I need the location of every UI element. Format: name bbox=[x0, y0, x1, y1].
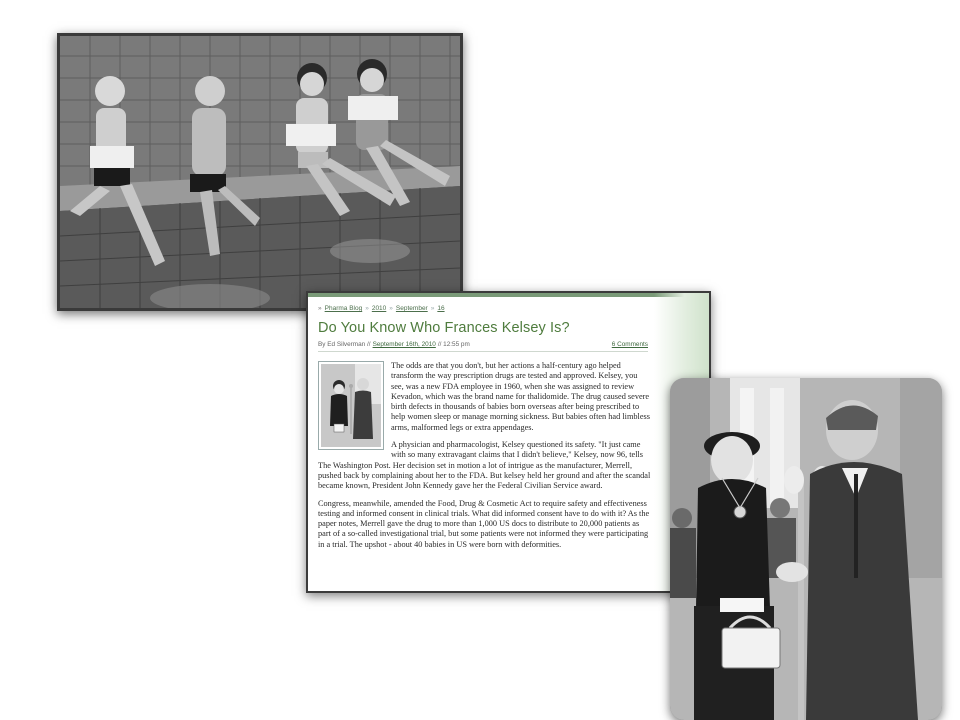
breadcrumb-separator: » bbox=[389, 305, 393, 312]
kelsey-kennedy-award-photo-icon bbox=[670, 378, 942, 720]
children-swimming-photo-icon bbox=[60, 36, 460, 308]
post-paragraph-2: A physician and pharmacologist, Kelsey questioned its safety. "It just came with so many extravagant claims that I didn't believe," Kelsey, now 96, tells The Washington Post. Her decision set in motion a lot of intrigue as the manufacturer, Merrell, pushed back by complaining about her to the FDA. But kelsey held her ground and after the scandal became known, President John Kennedy gave her the Federal Civilian Service award. bbox=[318, 440, 651, 491]
breadcrumb-prefix: » bbox=[318, 305, 322, 312]
post-paragraph-1: The odds are that you don't, but her actions a half-century ago helped transform the way prescription drugs are tested and approved. Kelsey, you see, was a new FDA employee in 1960, when she was assigned to review Kevadon, which was the brand name for thalidomide. The drug caused severe birth defects in thousands of babies born overseas after being prescribed to help women sleep or manage morning sickness. But babies often had limbless arms, malformed legs or extra appendages. bbox=[391, 361, 650, 432]
breadcrumb-pharma-blog[interactable]: Pharma Blog bbox=[324, 305, 363, 312]
byline-date-link[interactable]: September 16th, 2010 bbox=[372, 341, 436, 348]
breadcrumb bbox=[318, 305, 648, 312]
post-byline bbox=[318, 341, 648, 348]
byline-divider bbox=[318, 351, 648, 352]
post-body bbox=[318, 361, 652, 557]
comments-link[interactable]: 6 Comments bbox=[611, 341, 648, 348]
kelsey-kennedy-award-photo bbox=[670, 378, 942, 720]
inset-photo[interactable] bbox=[318, 361, 384, 450]
byline-author: By Ed Silverman // bbox=[318, 341, 371, 348]
kelsey-kennedy-thumbnail-icon bbox=[321, 364, 381, 447]
byline-time: // 12:55 pm bbox=[437, 341, 470, 348]
blog-post-screenshot bbox=[306, 291, 711, 593]
breadcrumb-separator: » bbox=[430, 305, 435, 312]
breadcrumb-day[interactable]: 16 bbox=[437, 305, 445, 312]
children-swimming-photo bbox=[57, 33, 463, 311]
breadcrumb-month[interactable]: September bbox=[395, 305, 428, 312]
breadcrumb-year[interactable]: 2010 bbox=[371, 305, 387, 312]
breadcrumb-separator: » bbox=[365, 305, 369, 312]
post-paragraph-3: Congress, meanwhile, amended the Food, Drug & Cosmetic Act to require safety and effectiveness testing and informed consent in clinical trials. What did informed consent have to do with it? As the paper notes, Merrell gave the drug to more than 1,000 US docs to distribute to 20,000 patients as part of a so-called investigational trial, but some patients were not informed they were participating in a trial. The upshot - about 40 babies in US were born with deformities. bbox=[318, 498, 650, 549]
blog-header-band bbox=[308, 293, 709, 297]
post-title[interactable]: Do You Know Who Frances Kelsey Is? bbox=[318, 320, 570, 336]
blog-header bbox=[318, 305, 648, 352]
